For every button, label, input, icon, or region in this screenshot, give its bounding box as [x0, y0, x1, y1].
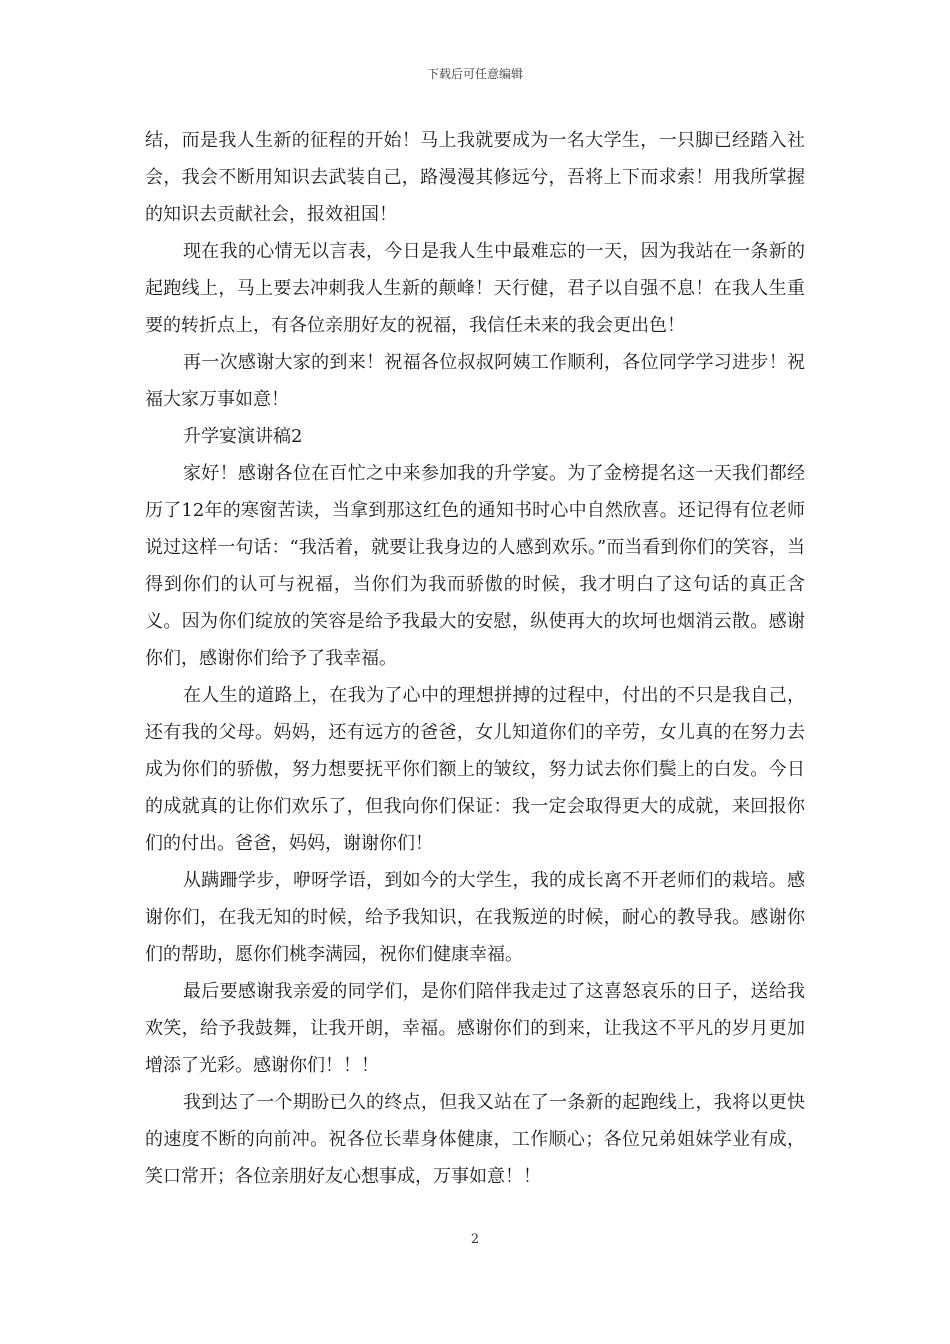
paragraph: 从蹒跚学步，咿呀学语，到如今的大学生，我的成长离不开老师们的栽培。感谢你们，在我无知的时候，给予我知识，在我叛逆的时候，耐心的教导我。感谢你们的帮助，愿你们桃李满园，祝你们健康幸福。 — [145, 870, 805, 965]
paragraph-continuation: 结，而是我人生新的征程的开始！马上我就要成为一名大学生，一只脚已经踏入社会，我会不断用知识去武装自己，路漫漫其修远兮，吾将上下而求索！用我所掌握的知识去贡献社会，报效祖国！ — [145, 130, 805, 225]
document-body — [145, 122, 805, 1195]
page-header-note: 下载后可任意编辑 — [426, 67, 523, 81]
paragraph: 最后要感谢我亲爱的同学们，是你们陪伴我走过了这喜怒哀乐的日子，送给我欢笑，给予我鼓舞，让我开朗，幸福。感谢你们的到来，让我这不平凡的岁月更加增添了光彩。感谢你们！！！ — [145, 981, 805, 1076]
paragraph: 我到达了一个期盼已久的终点，但我又站在了一条新的起跑线上，我将以更快的速度不断的向前冲。祝各位长辈身体健康，工作顺心；各位兄弟姐妹学业有成，笑口常开；各位亲朋好友心想事成，万事如意！！ — [145, 1092, 805, 1187]
paragraph: 现在我的心情无以言表，今日是我人生中最难忘的一天，因为我站在一条新的起跑线上，马上要去冲刺我人生新的颠峰！天行健，君子以自强不息！在我人生重要的转折点上，有各位亲朋好友的祝福，我信任未来的我会更出色！ — [145, 241, 805, 336]
paragraph: 家好！感谢各位在百忙之中来参加我的升学宴。为了金榜提名这一天我们都经历了12年的寒窗苦读，当拿到那这红色的通知书时心中自然欣喜。还记得有位老师说过这样一句话：“我活着，就要让我身边的人感到欢乐。”而当看到你们的笑容，当得到你们的认可与祝福，当你们为我而骄傲的时候，我才明白了这句话的真正含义。因为你们绽放的笑容是给予我最大的安慰，纵使再大的坎坷也烟消云散。感谢你们，感谢你们给予了我幸福。 — [145, 463, 805, 669]
page-number: 2 — [470, 1232, 480, 1247]
section-heading: 升学宴演讲稿2 — [183, 426, 303, 447]
paragraph: 再一次感谢大家的到来！祝福各位叔叔阿姨工作顺利，各位同学学习进步！祝福大家万事如意！ — [145, 352, 805, 410]
paragraph: 在人生的道路上，在我为了心中的理想拼搏的过程中，付出的不只是我自己，还有我的父母。妈妈，还有远方的爸爸，女儿知道你们的辛劳，女儿真的在努力去成为你们的骄傲，努力想要抚平你们额上的皱纹，努力试去你们鬓上的白发。今日的成就真的让你们欢乐了，但我向你们保证：我一定会取得更大的成就，来回报你们的付出。爸爸，妈妈，谢谢你们！ — [145, 685, 805, 854]
